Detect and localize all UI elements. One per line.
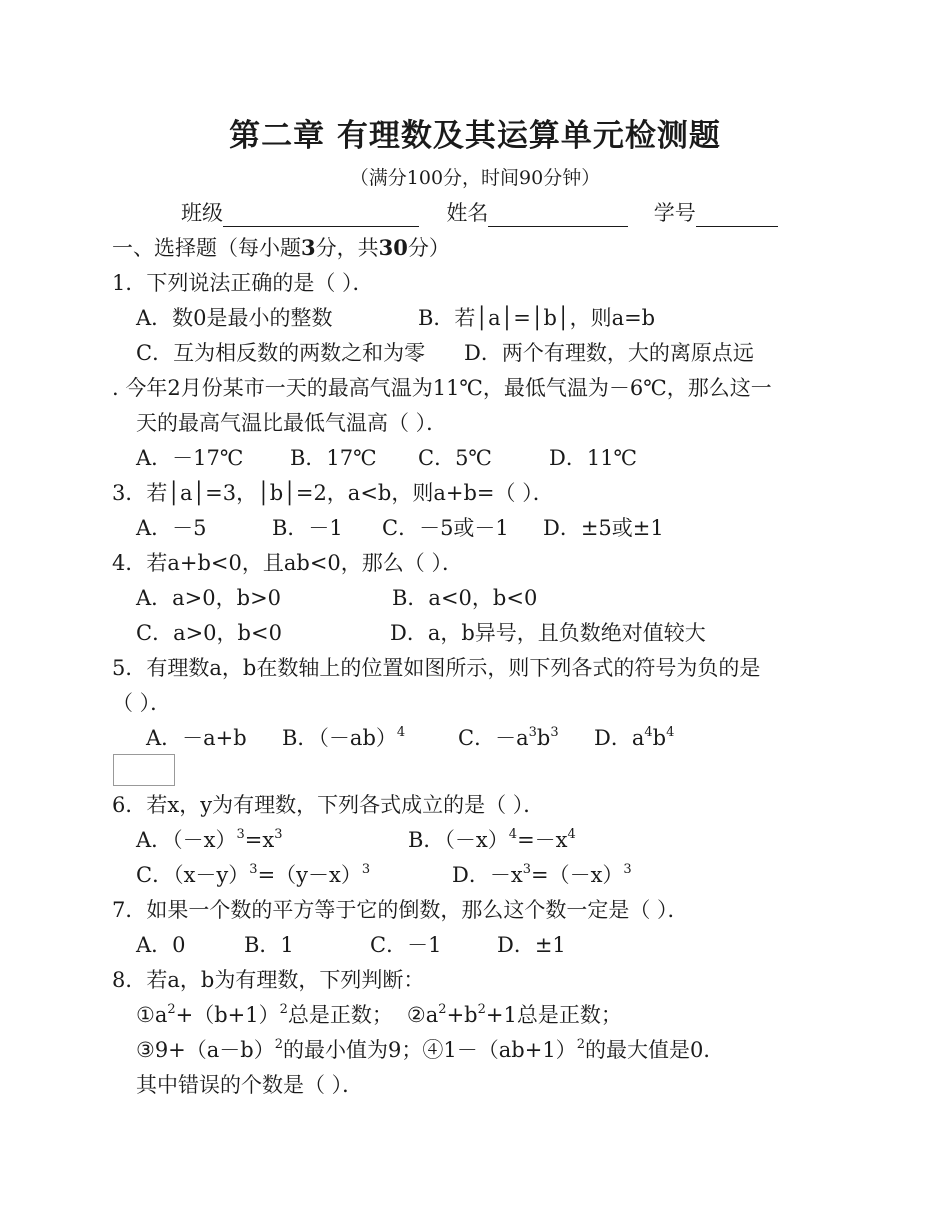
q8-statements-line2 — [136, 1036, 724, 1064]
statement-text: ②a — [406, 1003, 439, 1027]
exponent: 2 — [576, 1037, 585, 1052]
statement-text: ①a — [136, 1003, 168, 1027]
section-heading-text: 分，共 — [315, 236, 379, 260]
option-text: =（y－x） — [257, 863, 362, 887]
exponent: 4 — [567, 827, 576, 842]
q2-option-c[interactable]: C．5℃ — [418, 446, 492, 470]
option-text: D．－x — [452, 863, 523, 887]
q7-option-b[interactable]: B．1 — [244, 933, 294, 957]
q1-option-c[interactable]: C．互为相反数的两数之和为零 — [136, 341, 426, 365]
id-label: 学号 — [653, 201, 696, 225]
number-line-figure-placeholder — [113, 754, 175, 786]
q2-option-d[interactable]: D．11℃ — [549, 446, 638, 470]
q5-option-d[interactable] — [594, 724, 674, 752]
page-subtitle: （满分100分，时间90分钟） — [349, 167, 601, 189]
q7-option-c[interactable]: C．－1 — [370, 933, 442, 957]
exponent: 3 — [528, 725, 537, 740]
exponent: 4 — [666, 725, 675, 740]
question-4-stem: 4．若a+b<0，且ab<0，那么（ ）． — [112, 551, 463, 575]
question-5-stem-line2: （ ）． — [112, 691, 172, 715]
exponent: 2 — [438, 1002, 447, 1017]
exponent: 2 — [477, 1002, 486, 1017]
option-text: b — [536, 726, 551, 750]
q2-option-b[interactable]: B．17℃ — [290, 446, 377, 470]
q4-option-a[interactable]: A．a>0，b>0 — [136, 586, 282, 610]
question-2-stem-line1: . 今年2月份某市一天的最高气温为11℃，最低气温为－6℃，那么这一 — [112, 376, 772, 400]
q4-option-c[interactable]: C．a>0，b<0 — [136, 621, 282, 645]
section-heading — [112, 234, 450, 262]
exponent: 3 — [550, 725, 559, 740]
option-text: =（－x） — [530, 863, 624, 887]
statement-text: +b — [446, 1003, 478, 1027]
section-points-total: 30 — [378, 235, 408, 260]
exponent: 2 — [279, 1002, 288, 1017]
exponent: 4 — [508, 827, 518, 842]
question-1-stem: 1．下列说法正确的是（ ）． — [112, 271, 374, 295]
exponent: 3 — [522, 862, 531, 877]
option-text: C．（x－y） — [136, 863, 250, 887]
question-2-stem-line2: 天的最高气温比最低气温高（ ）． — [136, 411, 448, 435]
exponent: 4 — [396, 725, 406, 740]
q4-option-d[interactable]: D．a，b异号，且负数绝对值较大 — [390, 621, 706, 645]
statement-text: ④1－（ab+1） — [422, 1038, 577, 1062]
question-3-stem: 3．若│a│=3，│b│=2，a<b，则a+b=（ ）． — [112, 481, 554, 505]
q6-option-b[interactable] — [408, 826, 576, 854]
q8-statements-line1 — [136, 1001, 622, 1029]
class-label: 班级 — [181, 201, 223, 225]
exponent: 4 — [644, 725, 653, 740]
option-text: A．（－x） — [136, 828, 237, 852]
q6-option-d[interactable] — [452, 861, 632, 889]
option-text: B．（－ab） — [282, 726, 397, 750]
exponent: 3 — [623, 862, 632, 877]
q2-option-a[interactable]: A．－17℃ — [136, 446, 244, 470]
student-info-line — [181, 199, 778, 227]
option-text: b — [652, 726, 667, 750]
name-field[interactable] — [488, 204, 628, 227]
page-title: 第二章 有理数及其运算单元检测题 — [229, 118, 721, 154]
option-text: =－x — [517, 828, 568, 852]
q5-option-b[interactable] — [282, 724, 405, 752]
section-heading-text: 一、选择题（每小题 — [112, 236, 301, 260]
section-points-each: 3 — [301, 235, 316, 260]
exponent: 2 — [167, 1002, 176, 1017]
statement-text: 总是正数； — [287, 1003, 393, 1027]
q5-option-c[interactable] — [458, 724, 559, 752]
class-field[interactable] — [223, 204, 419, 227]
statement-text: 的最大值是0． — [584, 1038, 725, 1062]
statement-text: 的最小值为9； — [283, 1038, 423, 1062]
q3-option-c[interactable]: C．－5或－1 — [382, 516, 509, 540]
option-text: B．（－x） — [408, 828, 509, 852]
q4-option-b[interactable]: B．a<0，b<0 — [392, 586, 538, 610]
q3-option-d[interactable]: D．±5或±1 — [543, 516, 664, 540]
q1-option-a[interactable]: A．数0是最小的整数 — [136, 306, 333, 330]
q3-option-b[interactable]: B．－1 — [272, 516, 343, 540]
question-7-stem: 7．如果一个数的平方等于它的倒数，那么这个数一定是（ ）． — [112, 898, 689, 922]
q1-option-d[interactable]: D．两个有理数，大的离原点远 — [464, 341, 754, 365]
exponent: 3 — [236, 827, 245, 842]
statement-text: +1总是正数； — [485, 1003, 622, 1027]
q1-option-b[interactable]: B．若│a│=│b│，则a=b — [418, 306, 656, 330]
q3-option-a[interactable]: A．－5 — [136, 516, 207, 540]
question-5-stem-line1: 5．有理数a，b在数轴上的位置如图所示，则下列各式的符号为负的是 — [112, 656, 761, 680]
section-heading-text: 分） — [407, 236, 450, 260]
q5-option-a[interactable]: A．－a+b — [146, 726, 247, 750]
q6-option-c[interactable] — [136, 861, 370, 889]
q8-question: 其中错误的个数是（ ）． — [136, 1073, 364, 1097]
id-field[interactable] — [696, 204, 778, 227]
statement-text: ③9+（a－b） — [136, 1038, 275, 1062]
q7-option-d[interactable]: D．±1 — [497, 933, 566, 957]
exponent: 3 — [361, 862, 371, 877]
option-text: =x — [244, 828, 275, 852]
exponent: 3 — [274, 827, 283, 842]
question-6-stem: 6．若x，y为有理数，下列各式成立的是（ ）． — [112, 793, 545, 817]
q7-option-a[interactable]: A．0 — [136, 933, 186, 957]
q6-option-a[interactable] — [136, 826, 283, 854]
option-text: C．－a — [458, 726, 529, 750]
statement-text: +（b+1） — [175, 1003, 280, 1027]
exponent: 2 — [274, 1037, 284, 1052]
option-text: D．a — [594, 726, 645, 750]
question-8-stem: 8．若a，b为有理数，下列判断： — [112, 968, 425, 992]
name-label: 姓名 — [446, 201, 489, 225]
exponent: 3 — [249, 862, 258, 877]
